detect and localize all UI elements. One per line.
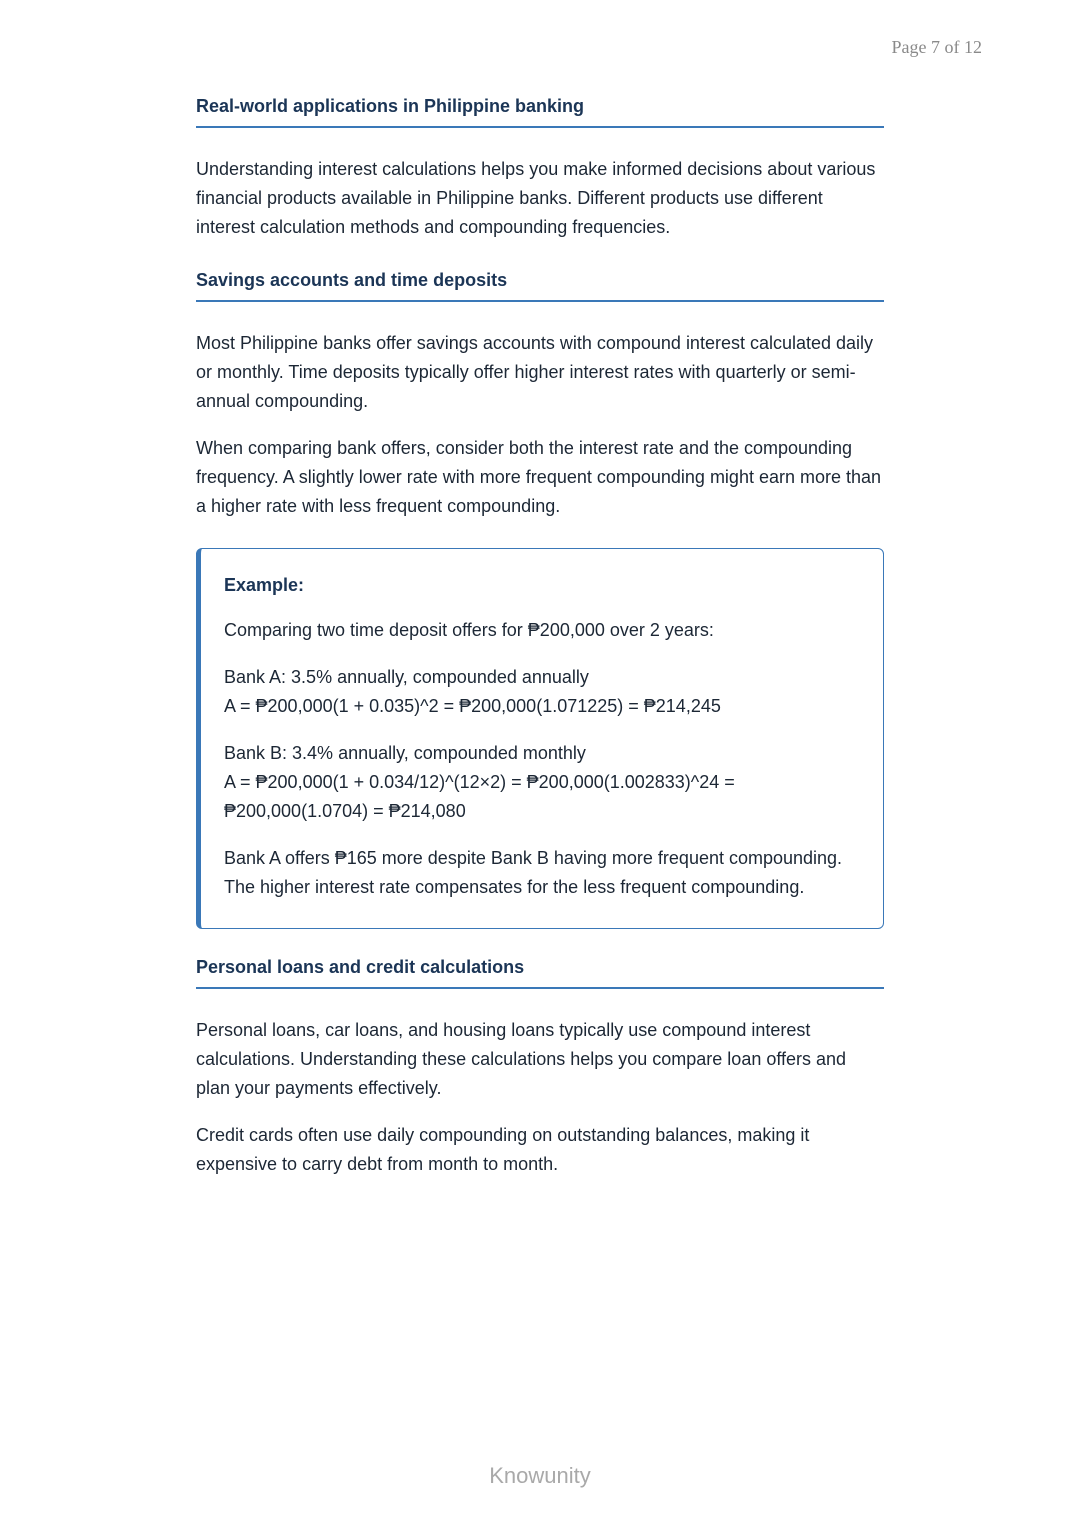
example-intro: Comparing two time deposit offers for ₱200,000 over 2 years: [224,620,714,640]
section-heading-savings: Savings accounts and time deposits [196,270,884,302]
example-bank-b-formula-line1: A = ₱200,000(1 + 0.034/12)^(12×2) = ₱200,000(1.002833)^24 = [224,772,735,792]
example-bank-a-formula: A = ₱200,000(1 + 0.035)^2 = ₱200,000(1.071225) = ₱214,245 [224,696,721,716]
section-heading-loans: Personal loans and credit calculations [196,957,884,989]
document-content [196,96,884,1179]
paragraph-intro: Understanding interest calculations helps you make informed decisions about various financial products available in Philippine banks. Different products use different interest calculation methods and compounding frequencies. [196,159,876,237]
paragraph-loans-1: Personal loans, car loans, and housing loans typically use compound interest calculations. Understanding these calculations helps you compare loan offers and plan your payments effectively. [196,1020,847,1098]
example-box [196,548,884,929]
example-conclusion: Bank A offers ₱165 more despite Bank B having more frequent compounding. The higher interest rate compensates for the less frequent compounding. [224,848,843,897]
example-bank-a-label: Bank A: 3.5% annually, compounded annually [224,667,589,687]
footer-brand-logo: Knowunity [489,1463,591,1488]
section-heading-real-world: Real-world applications in Philippine banking [196,96,884,128]
page-number: Page 7 of 12 [891,37,982,57]
example-bank-b-formula-line2: ₱200,000(1.0704) = ₱214,080 [224,801,466,821]
paragraph-loans-2: Credit cards often use daily compounding on outstanding balances, making it expensive to carry debt from month to month. [196,1125,810,1174]
example-title: Example: [224,575,305,595]
paragraph-savings-1: Most Philippine banks offer savings accounts with compound interest calculated daily or monthly. Time deposits typically offer higher interest rates with quarterly or semi-annual compounding. [196,333,874,411]
example-bank-b-label: Bank B: 3.4% annually, compounded monthly [224,743,586,763]
paragraph-savings-2: When comparing bank offers, consider both the interest rate and the compounding frequency. A slightly lower rate with more frequent compounding might earn more than a higher rate with less frequent compounding. [196,438,882,516]
